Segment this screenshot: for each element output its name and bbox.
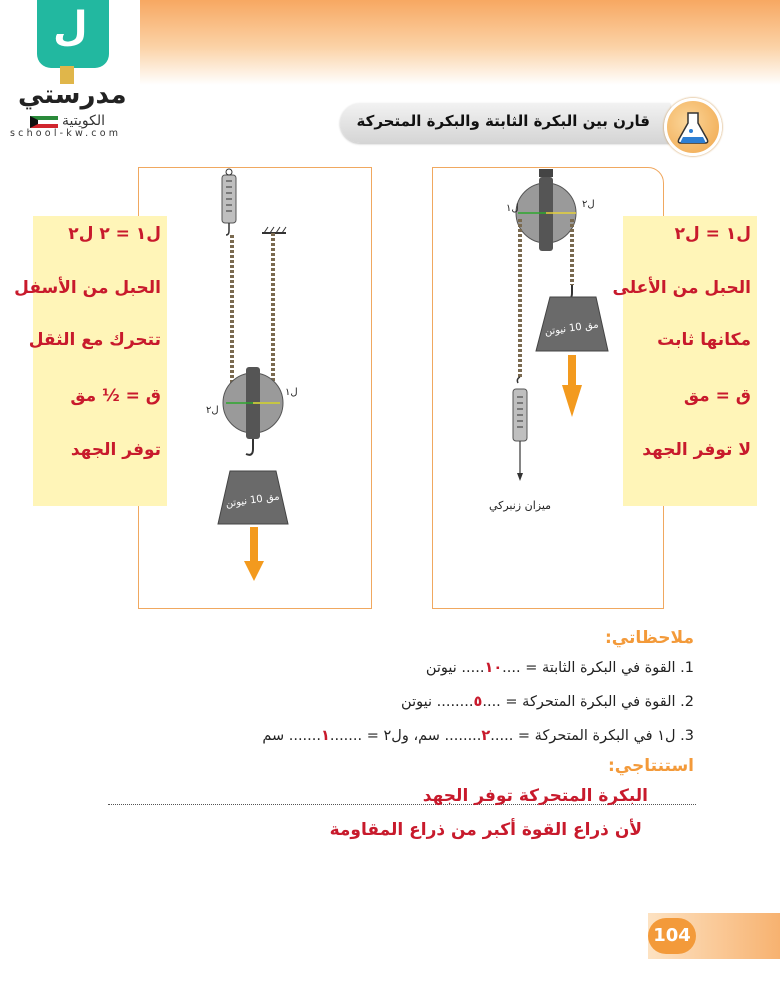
fact-line: ق = مق [683, 386, 751, 406]
down-arrow-icon [562, 355, 582, 417]
fact-line: مكانها ثابت [657, 330, 751, 350]
fact-line: الحبل من الأعلى [612, 278, 751, 298]
note-item-2: 2. القوة في البكرة المتحركة = ....٥........ نيوتن [401, 694, 694, 710]
conclusion-line-2: لأن ذراع القوة أكبر من ذراع المقاومة [329, 820, 642, 840]
fact-line: توفر الجهد [70, 440, 161, 460]
down-arrow-icon [244, 527, 264, 581]
logo-name: مدرستي [18, 80, 127, 110]
right-label-l1: ل١ [506, 203, 519, 214]
page-title: قارن بين البكرة الثابتة والبكرة المتحركة [356, 112, 650, 130]
spring-scale-icon [222, 169, 236, 235]
page-number: 104 [648, 918, 696, 954]
svg-text:مق 10 نيوتن: مق 10 نيوتن [225, 491, 281, 510]
kuwait-flag-icon [30, 116, 58, 128]
flask-icon [664, 98, 722, 156]
fact-line: لا توفر الجهد [642, 440, 751, 460]
notes-title: ملاحظاتي: [604, 628, 694, 648]
fact-line: الحبل من الأسفل [14, 278, 161, 298]
fact-line: ل١ = ٢ ل٢ [68, 224, 161, 244]
right-label-l2: ل٢ [582, 199, 595, 210]
spring-scale-label: ميزان زنبركي [488, 499, 552, 512]
spring-scale-icon [513, 377, 527, 481]
fact-line: ل١ = ل٢ [674, 224, 751, 244]
svg-text:مق 10 نيوتن: مق 10 نيوتن [544, 319, 600, 338]
movable-pulley-facts [14, 216, 167, 506]
logo-url: school-kw.com [10, 128, 122, 139]
conclusion-title: استنتاجي: [608, 756, 694, 776]
fixed-pulley [516, 169, 576, 251]
note-item-3: 3. ل١ في البكرة المتحركة = .....٢........ سم، ول٢ = .......١....... سم [262, 728, 694, 744]
left-label-l1: ل١ [285, 387, 298, 398]
logo-subtitle: الكويتية [62, 113, 105, 129]
movable-pulley-diagram [138, 167, 370, 607]
logo-icon: ل [37, 0, 109, 68]
header-band [140, 0, 780, 85]
fact-line: ق = ½ مق [70, 386, 161, 406]
note-item-1: 1. القوة في البكرة الثابتة = ....١٠..... نيوتن [425, 660, 694, 676]
fixed-pulley-facts [612, 216, 757, 506]
conclusion-line-1: البكرة المتحركة توفر الجهد [422, 786, 648, 806]
weight-block [218, 471, 288, 524]
weight-block [536, 297, 608, 351]
left-label-l2: ل٢ [206, 405, 219, 416]
ceiling-support [262, 227, 286, 233]
fact-line: تتحرك مع الثقل [28, 330, 161, 350]
